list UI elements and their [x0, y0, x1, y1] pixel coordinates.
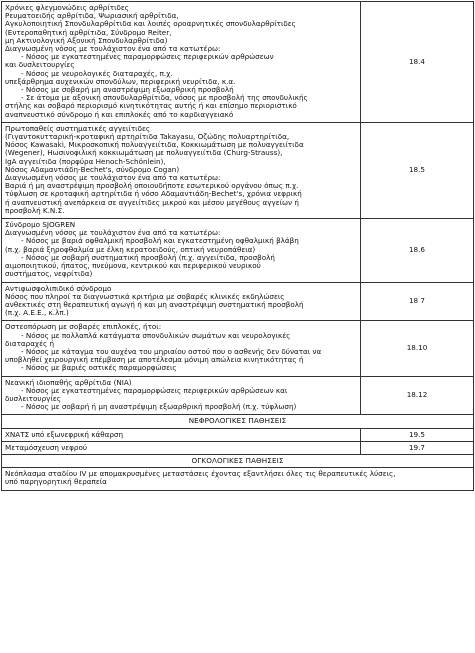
condition-code: 19.5 [361, 428, 474, 441]
condition-code: 18.10 [361, 321, 474, 376]
description-line: IgA αγγειίτιδα (πορφύρα Henoch-Schönlein), [5, 157, 166, 166]
description-line: Διαγνωσμένη νόσος με τουλάχιστον ένα από τα κατωτέρω: [5, 229, 221, 238]
condition-code: 18.12 [361, 376, 474, 415]
condition-description [2, 321, 361, 376]
description-line: Νεανική ιδιοπαθής αρθρίτιδα (ΝΙΑ) [5, 378, 132, 387]
description-line: - Νόσος με πολλαπλά κατάγματα σπονδυλικών σωμάτων και νευρολογικές [21, 331, 291, 340]
description-line: Ρευματοειδής αρθρίτιδα, Ψωριασική αρθρίτιδα, [5, 12, 179, 21]
section-header-row [2, 454, 474, 467]
description-line: υποβληθεί χειρουργική επέμβαση με αποτέλεσμα μόνιμη απώλεια κινητικότητας ή [5, 356, 304, 365]
description-line: - Σε άτομα με αξονική σπονδυλαρθρίτιδα, νόσος με προσβολή της σπονδυλικής [21, 94, 308, 103]
description-line: δυσλειτουργίες [5, 394, 61, 403]
description-line: Αντιφωσφολιπιδικό σύνδρομο [5, 284, 112, 293]
table-row [2, 2, 474, 123]
description-line: αναπνευστικό σύνδρομο ή και επιπλοκές από το καρδιαγγειακό [5, 110, 234, 119]
disability-criteria-table [1, 1, 474, 491]
condition-description [2, 376, 361, 415]
description-line: - Νόσος με νευρολογικές διαταραχές, π.χ. [21, 69, 173, 78]
condition-code: 18.4 [361, 2, 474, 123]
condition-description [2, 2, 361, 123]
description-line: συστήματος, νεφρίτιδα) [5, 270, 93, 279]
description-line: διαταραχές ή [5, 339, 55, 348]
table-row [2, 468, 474, 490]
description-line: ή αναπνευστική ανεπάρκεια σε αγγειίτιδες μικρού και μέσου μεγέθους αγγείων ή [5, 198, 299, 207]
description-line: και δυσλειτουργίες [5, 61, 75, 70]
condition-code: 19.7 [361, 441, 474, 454]
condition-description [2, 441, 361, 454]
table-row [2, 428, 474, 441]
description-line: προσβολή Κ.Ν.Σ. [5, 206, 65, 215]
description-line: στήλης και σοβαρό περιορισμό κινητικότητας αυτής ή και επίσημο περιοριστικό [5, 102, 297, 111]
description-line: ΧΝΑΤΣ υπό εξωνεφρική κάθαρση [5, 430, 124, 439]
description-line: (Εντεροπαθητική αρθρίτιδα, Σύνδρομο Reiter, [5, 28, 172, 37]
condition-description [2, 428, 361, 441]
table-row [2, 321, 474, 376]
description-line: (Wegener), Ηωσινοφιλική κοκκιωμάτωση με πολυαγγειίτιδα (Churg-Strauss), [5, 149, 283, 158]
description-line: - Νόσος με σοβαρή μη αναστρέψιμη εξωαρθρική προσβολή [21, 86, 234, 95]
section-title: ΝΕΦΡΟΛΟΓΙΚΕΣ ΠΑΘΗΣΕΙΣ [2, 415, 474, 428]
description-line: - Νόσος με σοβαρή συστηματική προσβολή (π.χ. αγγειίτιδα, προσβολή [21, 253, 275, 262]
description-line: (Γιγαντοκυτταρική-κροταφική αρτηρίτιδα Takayasu, Οζώδης πολυαρτηρίτιδα, [5, 133, 290, 142]
description-line: (π.χ. Α.Ε.Ε., κ.λπ.) [5, 309, 69, 318]
description-line: Νεόπλασμα σταδίου IV με απομακρυσμένες μεταστάσεις έχοντας εξαντλήσει όλες τις θεραπευτικές λύσεις, [5, 470, 396, 479]
table-row [2, 376, 474, 415]
description-line: - Νόσος με σοβαρή ή μη αναστρέψιμη εξωαρθρική προσβολή (π.χ. τύφλωση) [21, 403, 297, 412]
description-line: Διαγνωσμένη νόσος με τουλάχιστον ένα από τα κατωτέρω: [5, 174, 221, 183]
condition-code: 18.5 [361, 122, 474, 218]
condition-code: 18 7 [361, 282, 474, 321]
condition-code: 18.6 [361, 219, 474, 282]
description-line: αιμοποιητικού, ήπατος, πνεύμονα, κεντρικού και περιφερικού νευρικού [5, 262, 261, 271]
description-line: υπεξάρθρημα αυχενικών σπονδύλων, περιφερική νευρίτιδα, κ.α. [5, 77, 236, 86]
description-line: Σύνδρομο SJOGREN [5, 221, 76, 230]
description-line: υπό παρηγορητική θεραπεία [5, 478, 107, 487]
description-line: Νόσος που πληροί τα διαγνωστικά κριτήρια με σοβαρές κλινικές εκδηλώσεις [5, 292, 285, 301]
condition-description [2, 282, 361, 321]
description-line: - Νόσος με εγκατεστημένες παραμορφώσεις περιφερικών αρθρώσεων και [21, 386, 288, 395]
condition-description [2, 219, 361, 282]
description-line: (π.χ. βαριά ξηροφθαλμία με έλκη κερατοειδούς, οπτική νευροπάθεια) [5, 245, 256, 254]
table-row [2, 219, 474, 282]
section-header-row [2, 415, 474, 428]
table-row [2, 441, 474, 454]
section-title: ΟΓΚΟΛΟΓΙΚΕΣ ΠΑΘΗΣΕΙΣ [2, 454, 474, 467]
description-line: - Νόσος με βαριές οστικές παραμορφώσεις [21, 364, 177, 373]
description-line: - Νόσος με βαριά οφθαλμική προσβολή και εγκατεστημένη οφθαλμική βλάβη [21, 237, 299, 246]
description-line: Πρωτοπαθείς συστηματικές αγγειίτιδες [5, 124, 151, 133]
description-line: Νόσος Kawasaki, Μικροσκοπική πολυαγγειίτιδα, Κοκκιωμάτωση με πολυαγγειίτιδα [5, 141, 304, 150]
description-line: Οστεοπόρωση με σοβαρές επιπλοκές, ήτοι: [5, 323, 162, 332]
table-row [2, 122, 474, 218]
description-line: Μεταμόσχευση νεφρού [5, 443, 88, 452]
condition-description [2, 122, 361, 218]
description-line: - Νόσος με εγκατεστημένες παραμορφώσεις περιφερικών αρθρώσεων [21, 53, 274, 62]
description-line: - Νόσος με κάταγμα του αυχένα του μηριαίου οστού που ο ασθενής δεν δύναται να [21, 347, 322, 356]
table-row [2, 282, 474, 321]
description-line: Νόσος Αδαμαντιάδη-Bechet's, σύνδρομο Cogan) [5, 165, 180, 174]
description-line: μη Ακτινολογική Αξονική Σπονδυλαρθρίτιδα) [5, 36, 168, 45]
description-line: Διαγνωσμένη νόσος με τουλάχιστον ένα από τα κατωτέρω: [5, 45, 221, 54]
description-line: ανθεκτικές στη θεραπευτική αγωγή ή και μη αναστρέψιμη συστηματική προσβολή [5, 300, 304, 309]
description-line: Βαριά ή μη αναστρέψιμη προσβολή οποιουδήποτε εσωτερικού οργάνου όπως π.χ. [5, 182, 299, 191]
description-line: Χρόνιες φλεγμονώδεις αρθρίτιδες [5, 4, 130, 12]
table-body [2, 2, 474, 491]
condition-description [2, 468, 474, 490]
description-line: τύφλωση σε κροταφική αρτηρίτιδα ή νόσο Αδαμαντιάδη-Bechet's, χρόνια νεφρική [5, 190, 302, 199]
description-line: Αγκυλοποιητική Σπονδυλαρθρίτιδα και λοιπές οροαρνητικές σπονδυλαρθρίτιδες [5, 20, 296, 29]
